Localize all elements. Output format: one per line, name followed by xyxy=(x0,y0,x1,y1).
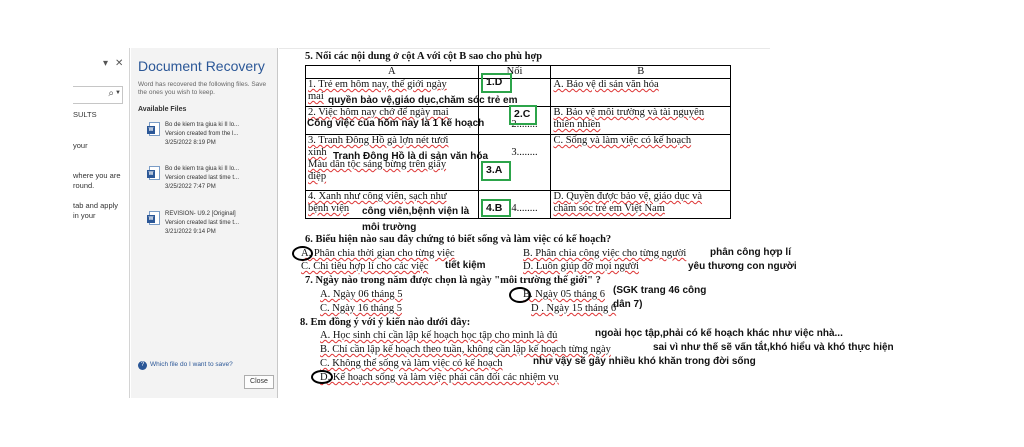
file-name: Bo de kiem tra giua ki II lo... xyxy=(165,166,240,172)
answer-box-3: 3.A xyxy=(481,161,511,181)
note-q6-d: yêu thương con người xyxy=(688,261,797,272)
recovered-file-item[interactable] xyxy=(149,210,275,246)
q5-title: 5. Nối các nội dung ở cột A với cột B sao cho phù hợp xyxy=(305,51,543,62)
q6-option-b: B. Phân chia công việc cho từng người xyxy=(523,248,687,259)
recovery-title: Document Recovery xyxy=(138,58,265,74)
table-cell-noi: 3........ xyxy=(478,135,551,191)
help-link[interactable] xyxy=(138,361,233,370)
word-document-icon xyxy=(149,211,160,225)
note-row3: Tranh Đông Hồ là di sản văn hóa xyxy=(333,151,489,162)
file-time: 3/25/2022 8:19 PM xyxy=(165,140,216,146)
header-b: B xyxy=(551,66,731,79)
nav-text: in your xyxy=(73,211,96,220)
document-recovery-pane xyxy=(131,48,278,398)
table-cell-a: 2. Việc hôm nay chớ để ngày mai xyxy=(306,107,479,135)
table-cell-b: C. Sống và làm việc có kế hoạch xyxy=(551,135,731,191)
table-cell-a: 1. Trẻ em hôm nay, thế giới ngày mai xyxy=(306,79,479,107)
table-header-row xyxy=(306,66,731,79)
nav-text: round. xyxy=(73,181,95,190)
table-cell-noi: 4........ xyxy=(478,191,551,219)
table-cell-a: 4. Xanh như công viên, sạch như bệnh viện xyxy=(306,191,479,219)
nav-text: where you are xyxy=(73,171,121,180)
answer-circle-q6 xyxy=(292,246,313,261)
q7-option-a: A. Ngày 06 tháng 5 xyxy=(320,289,403,300)
navigation-pane xyxy=(73,48,130,398)
note-q8-b: sai vì như thế sẽ vấn tắt,khó hiểu và khó thực hiện xyxy=(653,342,894,353)
search-dropdown-icon[interactable]: ▼ xyxy=(115,90,121,96)
note-q8-a: ngoài học tập,phải có kế hoạch khác như việc nhà... xyxy=(595,328,843,339)
note-q7-2: dân 7) xyxy=(613,299,643,310)
document-page[interactable] xyxy=(279,48,894,398)
q8-title: 8. Em đồng ý với ý kiến nào dưới đây: xyxy=(300,317,471,328)
search-input[interactable] xyxy=(73,86,123,104)
table-cell-noi: 2........ xyxy=(478,107,551,135)
file-status: Version created last time t... xyxy=(165,220,240,226)
q7-title: 7. Ngày nào trong năm được chọn là ngày "môi trường thế giới" ? xyxy=(305,275,601,286)
answer-box-1: 1.D xyxy=(481,73,512,93)
recovered-file-item[interactable] xyxy=(149,121,275,157)
help-link-text: Which file do I want to save? xyxy=(150,361,233,368)
answer-box-4: 4.B xyxy=(481,199,511,217)
file-name: REVISION- U9.2 [Original] xyxy=(165,211,236,217)
available-files-label: Available Files xyxy=(138,106,187,113)
file-status: Version created last time t... xyxy=(165,175,240,181)
word-document-icon xyxy=(149,166,160,180)
collapse-chevron-icon[interactable]: ▾ xyxy=(103,58,109,69)
note-row4-cont: môi trường xyxy=(362,222,417,233)
nav-text: your xyxy=(73,141,88,150)
note-q7-1: (SGK trang 46 công xyxy=(613,285,707,296)
answer-circle-q8 xyxy=(311,370,333,384)
nav-text: tab and apply xyxy=(73,201,119,210)
close-button[interactable]: Close xyxy=(244,375,274,389)
note-q6-c: tiết kiệm xyxy=(445,260,486,271)
q6-option-d: D. Luôn giúp đỡ mọi người xyxy=(523,261,639,272)
q7-option-c: C. Ngày 16 tháng 5 xyxy=(320,303,402,314)
recovered-file-item[interactable] xyxy=(149,165,275,201)
file-status: Version created from the l... xyxy=(165,131,239,137)
q7-option-b: B. Ngày 05 tháng 6 xyxy=(523,289,605,300)
note-q8-c: như vậy sẽ gây nhiều khó khăn trong đời sống xyxy=(533,356,756,367)
search-icon[interactable]: ⌕ xyxy=(108,88,114,99)
answer-box-2: 2.C xyxy=(509,105,537,125)
help-icon: ? xyxy=(138,361,147,370)
q8-option-d: D. Kế hoạch sống và làm việc phải cân đối các nhiệm vụ xyxy=(320,372,559,383)
note-row1: quyền bảo vệ,giáo dục,chăm sóc trẻ em xyxy=(328,95,518,106)
q7-option-d: D . Ngày 15 tháng 6 xyxy=(531,303,617,314)
file-name: Bo de kiem tra giua ki II lo... xyxy=(165,122,240,128)
table-cell-b: A. Bảo vệ di sản văn hóa xyxy=(551,79,731,107)
answer-circle-q7 xyxy=(509,287,531,303)
table-cell-b: B. Bảo vệ môi trường và tài nguyên thiên nhiên xyxy=(551,107,731,135)
header-a: A xyxy=(306,66,479,79)
file-time: 3/25/2022 7:47 PM xyxy=(165,184,216,190)
q6-option-a: A. Phân chia thời gian cho từng việc xyxy=(301,248,455,259)
header-noi: Nối xyxy=(478,66,551,79)
close-icon[interactable]: ✕ xyxy=(115,58,124,69)
q8-option-b: B. Chỉ cần lập kế hoạch theo tuần, không cần lập kế hoạch từng ngày xyxy=(320,344,611,355)
table-cell-a: 3. Tranh Đông Hồ gà lợn nét tươi xinh Màu dân tộc sáng bừng trên giấy điệp xyxy=(306,135,479,191)
q6-option-c: C. Chi tiêu hợp lí cho các việc xyxy=(301,261,429,272)
recovery-description: Word has recovered the following files. Save the ones you wish to keep. xyxy=(138,81,267,96)
table-cell-b: D. Quyền được bảo vệ, giáo dục và chăm sóc trẻ em Việt Nam xyxy=(551,191,731,219)
q6-title: 6. Biểu hiện nào sau đây chứng tỏ biết sống và làm việc có kế hoạch? xyxy=(305,234,612,245)
note-q6-b: phân công hợp lí xyxy=(710,247,791,258)
matching-table xyxy=(305,65,731,219)
q8-option-a: A. Học sinh chỉ cần lập kế hoạch học tập cho mình là đủ xyxy=(320,330,558,341)
note-row2: Công việc của hôm nay là 1 kế hoạch xyxy=(307,118,485,129)
note-row4: công viên,bệnh viện là xyxy=(362,206,470,217)
word-document-icon xyxy=(149,122,160,136)
q8-option-c: C. Không thể sống và làm việc có kế hoạch xyxy=(320,358,503,369)
file-time: 3/21/2022 9:14 PM xyxy=(165,229,216,235)
results-tab[interactable]: SULTS xyxy=(73,110,97,119)
